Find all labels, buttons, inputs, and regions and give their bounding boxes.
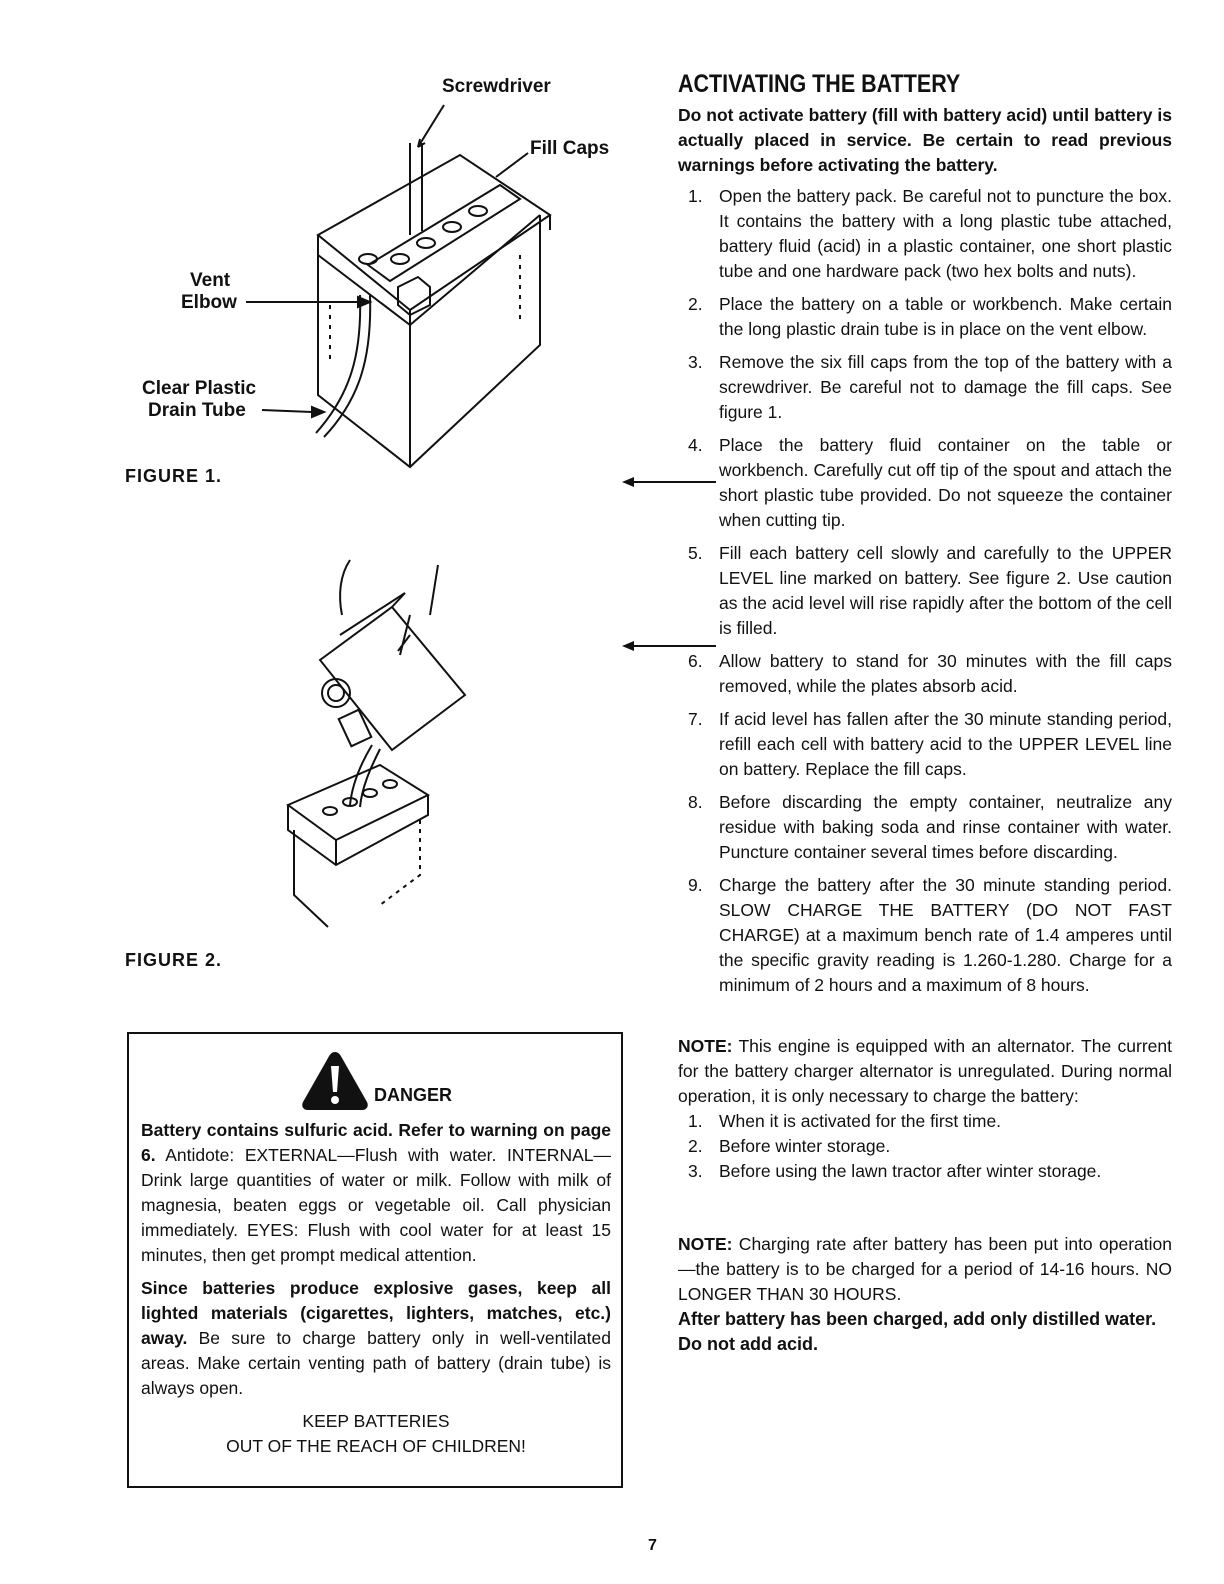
danger-title: DANGER xyxy=(373,1085,452,1105)
section-heading: ACTIVATING THE BATTERY xyxy=(678,70,961,98)
figure-2-caption: FIGURE 2. xyxy=(125,950,223,970)
activation-steps-list xyxy=(678,184,1172,998)
danger-p1-bold: Battery contains sulfuric acid. Refer to warning on page 6. xyxy=(141,1120,611,1165)
note-1-item-number: 1. xyxy=(688,1111,703,1131)
step-item xyxy=(678,649,1172,699)
note-1-item xyxy=(678,1159,1172,1184)
step-item xyxy=(678,350,1172,425)
step-text: Before discarding the empty container, neutralize any residue with baking soda and rinse container with water. Puncture container several times before discarding. xyxy=(719,792,1172,862)
section-intro: Do not activate battery (fill with battery acid) until battery is actually placed in service. Be certain to read previous warnings before activating the battery. xyxy=(678,105,1172,175)
step-text: Charge the battery after the 30 minute standing period. SLOW CHARGE THE BATTERY (DO NOT FAST CHARGE) at a maximum bench rate of 1.4 amperes until the specific gravity reading is 1.260-1.280. Charge for a minimum of 2 hours and a maximum of 8 hours. xyxy=(719,875,1172,995)
note-2-bold-warning: After battery has been charged, add only distilled water. Do not add acid. xyxy=(678,1309,1157,1354)
step-text: Fill each battery cell slowly and carefully to the UPPER LEVEL line marked on battery. See figure 2. Use caution as the acid level will rise rapidly after the bottom of the cell is filled. xyxy=(719,543,1172,638)
warning-triangle-icon xyxy=(300,1048,370,1112)
step-item xyxy=(678,184,1172,284)
figure-1-caption: FIGURE 1. xyxy=(125,466,223,486)
step-item xyxy=(678,433,1172,533)
step-text: Place the battery fluid container on the table or workbench. Carefully cut off tip of the spout and attach the short plastic tube provided. Do not squeeze the container when cutting tip. xyxy=(719,435,1172,530)
vent-label: Vent xyxy=(190,270,231,291)
step-number: 5. xyxy=(688,543,703,563)
danger-header xyxy=(141,1042,611,1112)
step-number: 7. xyxy=(688,709,703,729)
activating-section xyxy=(678,70,1172,1357)
step-number: 8. xyxy=(688,792,703,812)
battery-figure-2-illustration xyxy=(280,555,480,935)
note-1-item xyxy=(678,1134,1172,1159)
keep-batteries-line-1: KEEP BATTERIES xyxy=(302,1411,450,1431)
note-1-item-number: 3. xyxy=(688,1161,703,1181)
danger-paragraph-1 xyxy=(141,1118,611,1268)
note-1-item-number: 2. xyxy=(688,1136,703,1156)
step-text: If acid level has fallen after the 30 minute standing period, refill each cell with battery acid to the UPPER LEVEL line on battery. Replace the fill caps. xyxy=(719,709,1172,779)
step-number: 2. xyxy=(688,294,703,314)
page-number: 7 xyxy=(648,1537,657,1554)
note-1-item xyxy=(678,1109,1172,1134)
figure-1-pointer-lines xyxy=(240,290,380,430)
note-1-item-text: Before using the lawn tractor after winter storage. xyxy=(719,1161,1102,1181)
step-number: 6. xyxy=(688,651,703,671)
elbow-label: Elbow xyxy=(181,292,237,313)
note-1-item-text: When it is activated for the first time. xyxy=(719,1111,1002,1131)
step-number: 9. xyxy=(688,875,703,895)
step-number: 1. xyxy=(688,186,703,206)
danger-paragraph-2 xyxy=(141,1276,611,1401)
note-2-label: NOTE: xyxy=(678,1234,733,1254)
note-2-text: Charging rate after battery has been put into operation—the battery is to be charged for a period of 14-16 hours. NO LONGER THAN 30 HOURS. xyxy=(678,1234,1172,1304)
fill-caps-label: Fill Caps xyxy=(530,138,610,159)
step-text: Allow battery to stand for 30 minutes with the fill caps removed, while the plates absorb acid. xyxy=(719,651,1172,696)
note-1-item-text: Before winter storage. xyxy=(719,1136,891,1156)
danger-warning-box xyxy=(127,1032,623,1488)
drain-tube-label: Drain Tube xyxy=(148,400,246,421)
note-2 xyxy=(678,1232,1172,1307)
step-text: Place the battery on a table or workbench. Make certain the long plastic drain tube is in place on the vent elbow. xyxy=(719,294,1172,339)
keep-batteries-line-2: OUT OF THE REACH OF CHILDREN! xyxy=(226,1436,526,1456)
step-item xyxy=(678,541,1172,641)
step-item xyxy=(678,707,1172,782)
clear-plastic-label: Clear Plastic xyxy=(142,378,257,399)
step-item xyxy=(678,292,1172,342)
note-1-text: This engine is equipped with an alternator. The current for the battery charger alternator is unregulated. During normal operation, it is only necessary to charge the battery: xyxy=(678,1036,1172,1106)
danger-p1-text: Antidote: EXTERNAL—Flush with water. INTERNAL—Drink large quantities of water or milk. Follow with milk of magnesia, beaten eggs or vegetable oil. Call physician immediately. EYES: Flush with cool water for at least 15 minutes, then get prompt medical attention. xyxy=(141,1145,611,1265)
note-1 xyxy=(678,1034,1172,1109)
note-1-list xyxy=(678,1109,1172,1184)
danger-p2-bold: Since batteries produce explosive gases, keep all lighted materials (cigarettes, lighters, matches, etc.) away. xyxy=(141,1278,611,1348)
danger-p2-text: Be sure to charge battery only in well-ventilated areas. Make certain venting path of battery (drain tube) is always open. xyxy=(141,1328,611,1398)
step-number: 4. xyxy=(688,435,703,455)
step-item xyxy=(678,790,1172,865)
step-text: Remove the six fill caps from the top of the battery with a screwdriver. Be careful not to damage the fill caps. See figure 1. xyxy=(719,352,1172,422)
step-number: 3. xyxy=(688,352,703,372)
step-text: Open the battery pack. Be careful not to puncture the box. It contains the battery with a long plastic tube attached, battery fluid (acid) in a plastic container, one short plastic tube and one hardware pack (two hex bolts and nuts). xyxy=(719,186,1172,281)
screwdriver-label: Screwdriver xyxy=(442,76,551,97)
note-1-label: NOTE: xyxy=(678,1036,733,1056)
step-item xyxy=(678,873,1172,998)
